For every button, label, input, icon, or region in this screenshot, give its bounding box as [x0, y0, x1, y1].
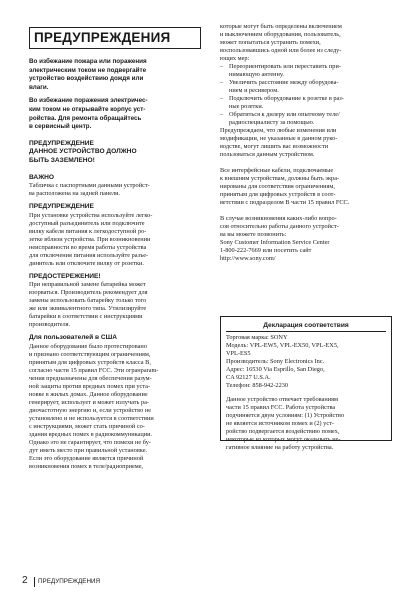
list-item: – Увеличить расстояние между оборудова- нием и ресивером. — [220, 79, 339, 94]
declaration-divider — [226, 331, 386, 332]
important-heading: ВАЖНО — [29, 173, 55, 181]
declaration-body: Данное устройство отвечает требованиям части 15 правил FCC. Работа устройства подчиняется двум условиям: (1) Устройство не является источником помех и (2) уст- ройство подвергается воздействию помех, некоторые из которых могут оказывать не- гативное влияние на работу устройства. — [226, 396, 345, 451]
list-item: – Обратиться к дилеру или опытному теле/ радиоспециалисту за помощью. — [220, 111, 340, 126]
declaration-box — [220, 316, 392, 451]
usa-text: Данное оборудование было протестировано и признано соответствующим ограничениям, принятым для цифровых устройств класса B, согласно части 15 правил FCC. Эти огранparam- чения предназначены для обеспечения разум- ной защиты против вредных помех при уста- новке в жилых домах. Данное оборудование генерирует, использует и может излучать ра- диочастотную энергию и, если устройство не установлено и не используется в соответствии с инструкциями, может стать причиной со- здания вредных помех в радиокоммуникации. Однако это не гарантирует, что помехи не бу- дут иметь место при правильной установке. Если это оборудование является причиной возникновения помех в теле/радиоприеме, — [29, 342, 159, 470]
changes-text: Предупреждаем, что любые изменения или модификации, не указанные в данном руко- водстве, могут лишить вас возможности пользоваться данным устройством. — [220, 127, 338, 158]
fire-warning: Во избежание пожара или поражения электрическим током не подвергайте устройство воздействию дождя или влаги. — [29, 58, 147, 91]
cables-text: Все интерфейсные кабели, подключаемые к внешним устройствам, должны быть экра- нированы для соответствия ограничениям, принятым для цифровых устройств в соот- ветствии с подразделом B части 15 правил FCC. — [220, 167, 350, 206]
usa-heading: Для пользователей в США — [29, 334, 118, 342]
declaration-title: Декларация соответствия — [263, 322, 349, 329]
important-text: Табличка с паспортными данными устройст- ва расположена на задней панели. — [29, 182, 150, 198]
list-item: – Переориентировать или переставить при- нимающую антенну. — [220, 63, 341, 78]
footer-divider — [34, 577, 35, 587]
caution-text: При неправильной замене батарейка может взорваться. Производитель рекомендует для замены использовать батарейку только того же или эквивалентного типа. Утилизируйте батарейки в соответствии с инструкциями производителя. — [29, 281, 148, 329]
warning-text: При установке устройства используйте легко- доступный разъединитель или подключите вилку кабеля питания к легкодоступной ро- зетке вблизи устройства. При возникновении неисправности во время работы устройства для отключения питания используйте разъе- динитель или отключите вилку от розетки. — [29, 211, 153, 267]
page-title-box — [29, 27, 201, 49]
ground-heading: ПРЕДУПРЕЖДЕНИЕ ДАННОЕ УСТРОЙСТВО ДОЛЖНО БЫТЬ ЗАЗЕМЛЕНО! — [29, 139, 137, 164]
questions-text: В случае возникновения каких-либо вопро- сов относительно работы данного устройст- ва вы можете позвонить: Sony Customer Information Service Center 1-800-222-7669 или посетить сайт http://www.sony.com/ — [220, 215, 339, 262]
page-title: ПРЕДУПРЕЖДЕНИЯ — [34, 30, 171, 45]
page-number: 2 — [22, 575, 28, 586]
warning-heading: ПРЕДУПРЕЖДЕНИЕ — [29, 203, 94, 211]
measures-list — [220, 63, 392, 127]
caution-heading: ПРЕДОСТЕРЕЖЕНИЕ! — [29, 272, 101, 280]
declaration-details: Торговая марка: SONY Модель: VPL-EW5, VPL-EX50, VPL-EX5, VPL-ES5 Производитель: Sony Electronics Inc. Адрес: 16530 Via Esprillo, San Diego, CA 92127 U.S.A. Телефон: 858-942-2230 — [226, 334, 339, 389]
footer-section-title: ПРЕДУПРЕЖДЕНИЯ — [38, 578, 101, 585]
shock-warning: Во избежание поражения электричес- ким током не открывайте корпус уст- ройства. Для ремонта обращайтесь в сервисный центр. — [29, 97, 148, 131]
left-column — [29, 58, 201, 471]
list-item: – Подключить оборудование к розетке в раз- ные розетки. — [220, 95, 344, 110]
right-column — [220, 23, 392, 263]
fcc-continued-text: которые могут быть определены включением и выключением оборудования, пользователь, может попытаться устранить помехи, воспользовавшись одной или более из следу- ющих мер: — [220, 23, 342, 62]
